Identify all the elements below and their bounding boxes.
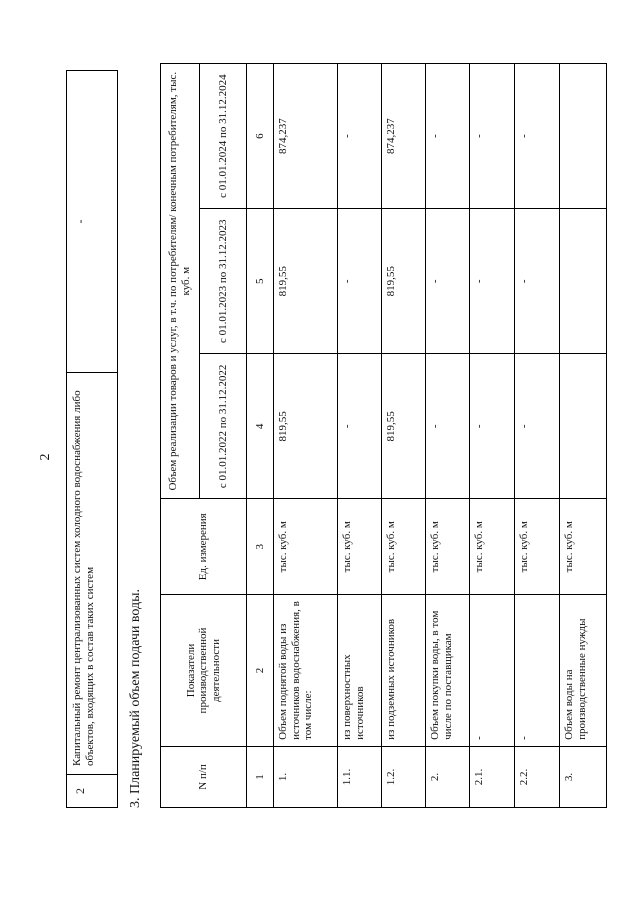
table-row (426, 64, 470, 808)
row-value-2024: - (470, 64, 515, 209)
row-unit: тыс. куб. м (470, 499, 515, 595)
row-unit: тыс. куб. м (515, 499, 560, 595)
row-name: из подземных источников (382, 595, 426, 747)
row-name: Объем воды на производственные нужды (560, 595, 607, 747)
row-value-2024: 874,237 (274, 64, 338, 209)
column-number: 4 (247, 354, 274, 499)
row-value-2024 (560, 64, 607, 209)
row-value-2022 (560, 354, 607, 499)
header-name: Показатели производственной деятельности (161, 595, 247, 747)
row-name: Объем поднятой воды из источников водоснабжения, в том числе: (274, 595, 338, 747)
row-name: - (515, 595, 560, 747)
table-row (515, 64, 560, 808)
row-value-2022: - (426, 354, 470, 499)
top-table (66, 70, 118, 808)
page-number: 2 (38, 453, 53, 461)
row-value-2023: - (470, 209, 515, 354)
row-unit: тыс. куб. м (426, 499, 470, 595)
row-name: - (470, 595, 515, 747)
row-value-2024: - (338, 64, 382, 209)
row-value-2023: 819,55 (274, 209, 338, 354)
table-row (67, 71, 118, 808)
table-row (560, 64, 607, 808)
row-value-2024: - (515, 64, 560, 209)
row-value-2022: - (515, 354, 560, 499)
row-value-2022: 819,55 (382, 354, 426, 499)
section-title: 3. Планируемый объем подачи воды. (128, 588, 143, 808)
row-value-2023: - (426, 209, 470, 354)
row-name: из поверхностных источников (338, 595, 382, 747)
row-num: 2.2. (515, 746, 560, 807)
row-value-2022: - (470, 354, 515, 499)
header-period-2023: с 01.01.2023 по 31.12.2023 (200, 209, 247, 354)
header-num: N п/п (161, 746, 247, 807)
row-value-2023 (560, 209, 607, 354)
water-supply-table (160, 63, 607, 808)
row-num: 2. (426, 746, 470, 807)
table-row (470, 64, 515, 808)
table-row (382, 64, 426, 808)
column-number: 2 (247, 595, 274, 747)
row-num: 1.1. (338, 746, 382, 807)
header-group: Объем реализации товаров и услуг, в т.ч. по потребителям/ конечным потребителям, тыс. куб. м (161, 64, 200, 499)
row-value-2023: 819,55 (382, 209, 426, 354)
column-number: 3 (247, 499, 274, 595)
row-num: 3. (560, 746, 607, 807)
top-row-value: - (67, 71, 118, 373)
row-unit: тыс. куб. м (338, 499, 382, 595)
header-period-2024: с 01.01.2024 по 31.12.2024 (200, 64, 247, 209)
header-unit: Ед. измерения (161, 499, 247, 595)
row-value-2024: 874,237 (382, 64, 426, 209)
row-value-2022: 819,55 (274, 354, 338, 499)
header-row (161, 64, 200, 808)
header-period-2022: с 01.01.2022 по 31.12.2022 (200, 354, 247, 499)
row-value-2023: - (515, 209, 560, 354)
row-num: 1. (274, 746, 338, 807)
row-num: 1.2. (382, 746, 426, 807)
column-number: 6 (247, 64, 274, 209)
table-row (338, 64, 382, 808)
top-row-desc: Капитальный ремонт централизованных систем холодного водоснабжения либо объектов, входящих в состав таких систем (67, 373, 118, 775)
row-name: Объем покупки воды, в том числе по поставщикам (426, 595, 470, 747)
row-unit: тыс. куб. м (560, 499, 607, 595)
column-number: 1 (247, 746, 274, 807)
row-value-2022: - (338, 354, 382, 499)
row-num: 2.1. (470, 746, 515, 807)
top-row-num: 2 (67, 775, 118, 808)
row-unit: тыс. куб. м (382, 499, 426, 595)
column-number: 5 (247, 209, 274, 354)
column-number-row (247, 64, 274, 808)
table-row (274, 64, 338, 808)
row-unit: тыс. куб. м (274, 499, 338, 595)
row-value-2023: - (338, 209, 382, 354)
row-value-2024: - (426, 64, 470, 209)
